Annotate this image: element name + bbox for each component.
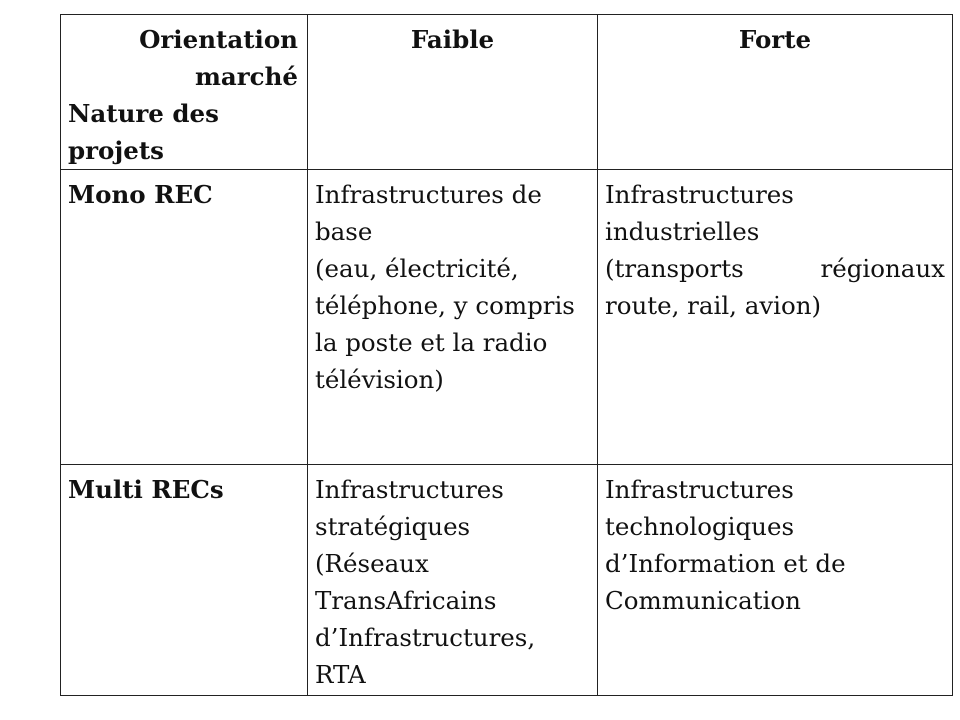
cell-multi-recs-faible: Infrastructures stratégiques (Réseaux TransAfricains d’Infrastructures, RTA	[308, 465, 598, 696]
corner-header-cell	[61, 15, 308, 170]
header-row	[61, 15, 953, 170]
projects-matrix-table	[60, 14, 953, 696]
table-row	[61, 170, 953, 465]
table-row	[61, 465, 953, 696]
corner-header-top: Orientation marché	[139, 25, 298, 91]
cell-mono-rec-forte	[598, 170, 953, 465]
corner-header-bottom: Nature des projets	[68, 99, 219, 165]
cell-mono-rec-forte-detail-c: route, rail, avion)	[605, 291, 822, 320]
cell-mono-rec-forte-detail-b: régionaux	[820, 254, 945, 283]
cell-mono-rec-forte-title: Infrastructures industrielles	[605, 180, 794, 246]
cell-mono-rec-faible-detail: (eau, électricité, téléphone, y compris la poste et la radio télévision)	[315, 254, 575, 394]
row-label-mono-rec: Mono REC	[61, 170, 308, 465]
cell-mono-rec-forte-detail-line	[605, 250, 945, 287]
cell-mono-rec-faible	[308, 170, 598, 465]
cell-multi-recs-forte: Infrastructures technologiques d’Information et de Communication	[598, 465, 953, 696]
row-label-multi-recs: Multi RECs	[61, 465, 308, 696]
cell-mono-rec-forte-detail-a: (transports	[605, 254, 744, 283]
column-header-forte: Forte	[598, 15, 953, 170]
column-header-faible: Faible	[308, 15, 598, 170]
cell-mono-rec-faible-title: Infrastructures de base	[315, 180, 542, 246]
